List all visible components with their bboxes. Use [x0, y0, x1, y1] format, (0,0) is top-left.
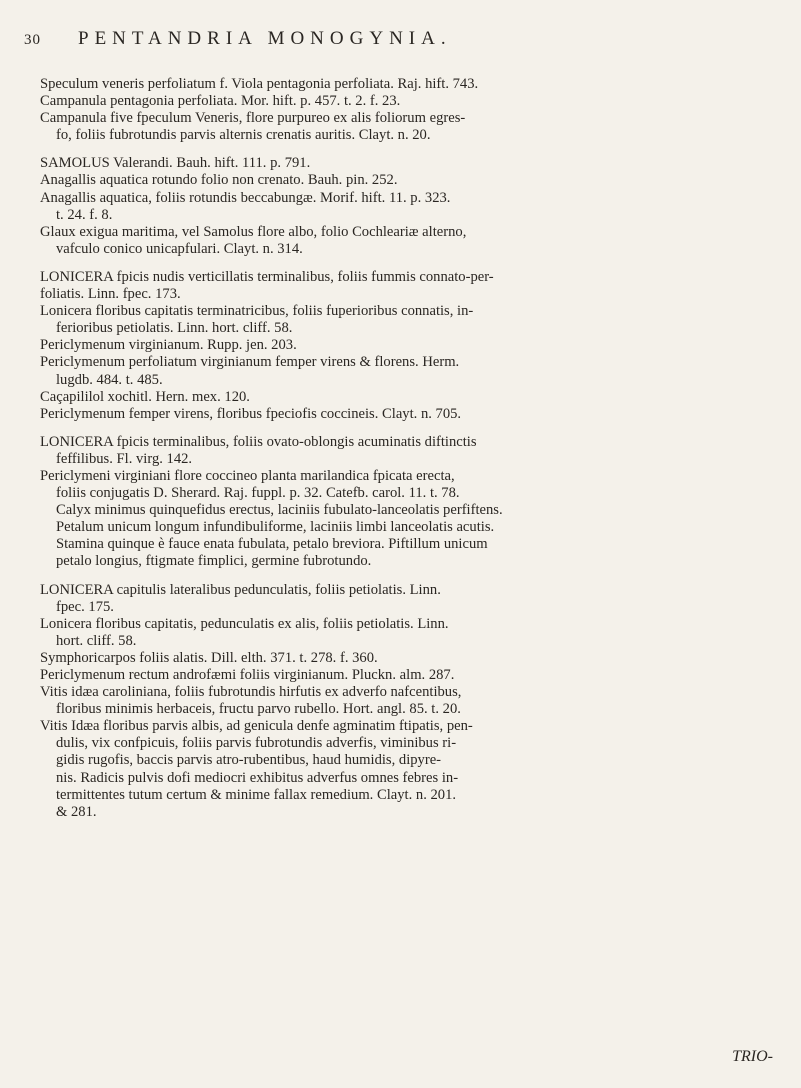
text-line: petalo longius, ftigmate fimplici, germine fubrotundo. [56, 553, 372, 570]
text-line: Periclymenum virginianum. Rupp. jen. 203. [40, 337, 297, 354]
entry-spacer [40, 258, 788, 269]
text-line: foliis conjugatis D. Sherard. Raj. fuppl. p. 32. Catefb. carol. 11. t. 78. [56, 485, 460, 502]
entry-spacer [40, 144, 788, 155]
text-line: Periclymenum femper virens, floribus fpeciofis coccineis. Clayt. n. 705. [40, 405, 462, 422]
text-line: lugdb. 484. t. 485. [56, 371, 163, 388]
text-line: Petalum unicum longum infundibuliforme, laciniis limbi lanceolatis acutis. [56, 519, 495, 536]
text-line: & 281. [56, 803, 97, 820]
text-line: t. 24. f. 8. [56, 206, 113, 223]
text-line: floribus minimis herbaceis, fructu parvo rubello. Hort. angl. 85. t. 20. [56, 701, 461, 718]
catchword: TRIO- [732, 1048, 773, 1065]
text-line: ferioribus petiolatis. Linn. hort. cliff. 58. [56, 320, 293, 337]
text-line: Campanula pentagonia perfoliata. Mor. hift. p. 457. t. 2. f. 23. [40, 93, 401, 110]
text-line: Periclymenum rectum androfæmi foliis virginianum. Pluckn. alm. 287. [40, 667, 455, 683]
text-line: termittentes tutum certum & minime fallax remedium. Clayt. n. 201. [56, 786, 457, 803]
text-line: vafculo conico unicapfulari. Clayt. n. 314. [56, 240, 303, 257]
text-line: Calyx minimus quinquefidus erectus, laciniis fubulato-lanceolatis perfiftens. [56, 502, 503, 519]
text-line: feffilibus. Fl. virg. 142. [56, 450, 193, 467]
text-line: SAMOLUS Valerandi. Bauh. hift. 111. p. 791. [40, 155, 311, 172]
text-line: Caçapililol xochitl. Hern. mex. 120. [40, 388, 250, 405]
text-line: Vitis idæa caroliniana, foliis fubrotundis hirfutis ex adverfo nafcentibus, [40, 684, 462, 701]
text-line: Campanula five fpeculum Veneris, flore purpureo ex alis foliorum egres- [40, 110, 466, 127]
text-line: Glaux exigua maritima, vel Samolus flore albo, folio Cochleariæ alterno, [40, 223, 467, 240]
text-line: nis. Radicis pulvis dofi mediocri exhibitus adverfus omnes febres in- [56, 769, 459, 786]
text-line: hort. cliff. 58. [56, 632, 137, 649]
text-line: fpec. 175. [56, 598, 114, 615]
text-line: Periclymeni virginiani flore coccineo planta marilandica fpicata erecta, [40, 467, 455, 484]
text-line: LONICERA fpicis nudis verticillatis terminalibus, foliis fummis connato-per- [40, 268, 494, 285]
text-line: Lonicera floribus capitatis, pedunculatis ex alis, foliis petiolatis. Linn. [40, 615, 449, 632]
text-line: Vitis Idæa floribus parvis albis, ad genicula denfe agminatim ftipatis, pen- [40, 718, 473, 735]
text-line: Anagallis aquatica, foliis rotundis beccabungæ. Morif. hift. 11. p. 323. [40, 189, 451, 206]
text-line: foliatis. Linn. fpec. 173. [40, 286, 181, 303]
text-line: Anagallis aquatica rotundo folio non crenato. Bauh. pin. 252. [40, 172, 398, 189]
running-title: PENTANDRIA MONOGYNIA. [78, 28, 452, 49]
text-line: Speculum veneris perfoliatum f. Viola pentagonia perfoliata. Raj. hift. 743. [40, 76, 479, 92]
entry-spacer [40, 571, 788, 582]
text-line: Periclymenum perfoliatum virginianum femper virens & florens. Herm. [40, 354, 460, 371]
page-number: 30 [24, 32, 41, 48]
text-line: gidis rugofis, baccis parvis atro-rubentibus, haud humidis, dipyre- [56, 752, 442, 769]
body-text [40, 76, 788, 821]
text-line: fo, foliis fubrotundis parvis alternis crenatis auritis. Clayt. n. 20. [56, 127, 431, 144]
text-line: dulis, vix confpicuis, foliis parvis fubrotundis adverfis, viminibus ri- [56, 735, 457, 752]
text-line: Symphoricarpos foliis alatis. Dill. elth. 371. t. 278. f. 360. [40, 649, 378, 666]
text-line: LONICERA fpicis terminalibus, foliis ovato-oblongis acuminatis diftinctis [40, 433, 477, 450]
entry-spacer [40, 423, 788, 434]
text-line: Stamina quinque è fauce enata fubulata, petalo breviora. Piftillum unicum [56, 536, 488, 553]
page-header [24, 26, 784, 54]
text-line: LONICERA capitulis lateralibus pedunculatis, foliis petiolatis. Linn. [40, 581, 441, 598]
text-line: Lonicera floribus capitatis terminatricibus, foliis fuperioribus connatis, in- [40, 303, 474, 320]
